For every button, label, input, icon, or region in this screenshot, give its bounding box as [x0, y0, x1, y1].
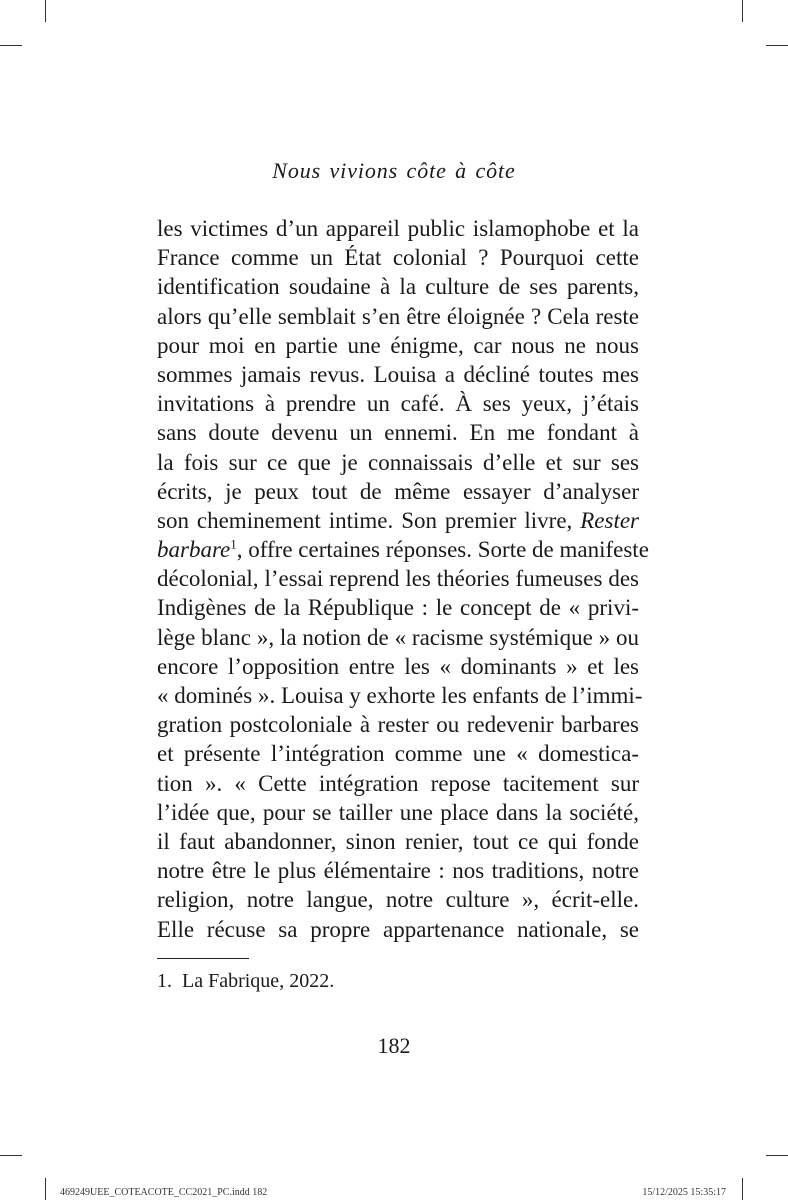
body-line: gration postcoloniale à rester ou redevenir barbares: [157, 712, 639, 738]
body-line: « dominés ». Louisa y exhorte les enfants de l’immi-: [157, 683, 643, 708]
body-line: France comme un État colonial ? Pourquoi cette: [157, 245, 639, 271]
footnote-separator: [157, 958, 249, 959]
body-line: notre être le plus élémentaire : nos traditions, notre: [157, 858, 639, 884]
body-line: il faut abandonner, sinon renier, tout ce qui fonde: [157, 828, 639, 854]
body-line: Indigènes de la République : le concept de « privi-: [157, 595, 639, 621]
crop-mark: [766, 45, 788, 46]
footnote-number: 1.: [157, 970, 172, 992]
body-line: Elle récuse sa propre appartenance nationale, se: [157, 916, 639, 942]
body-line: invitations à prendre un café. À ses yeux, j’étais: [157, 391, 639, 417]
body-line: les victimes d’un appareil public islamophobe et la: [157, 216, 639, 241]
footnote-text: La Fabrique, 2022.: [182, 970, 335, 992]
body-line: décolonial, l’essai reprend les théories fumeuses des: [157, 566, 639, 592]
page-number: 182: [377, 1033, 411, 1058]
crop-mark: [0, 1155, 22, 1156]
crop-mark: [766, 1155, 788, 1156]
body-line: [157, 506, 639, 535]
body-line: et présente l’intégration comme une « domestica-: [157, 741, 639, 767]
body-line: pour moi en partie une énigme, car nous ne nous: [157, 332, 639, 358]
crop-mark: [0, 45, 22, 46]
body-line: sans doute devenu un ennemi. En me fondant à: [157, 420, 639, 446]
running-head: Nous vivions côte à côte: [272, 158, 516, 183]
body-line: l’idée que, pour se tailler une place dans la société,: [157, 799, 639, 825]
print-slug-date: 15/12/2025 15:35:17: [642, 1187, 726, 1198]
body-line: la fois sur ce que je connaissais d’elle et sur ses: [157, 449, 639, 475]
body-line-text: , offre certaines réponses. Sorte de manifeste: [236, 537, 649, 563]
body-line: [157, 535, 649, 564]
body-line: religion, notre langue, notre culture », écrit-elle.: [157, 887, 639, 913]
print-slug-file: 469249UEE_COTEACOTE_CC2021_PC.indd 182: [60, 1187, 268, 1198]
body-line: sommes jamais revus. Louisa a décliné toutes mes: [157, 361, 639, 387]
body-line: encore l’opposition entre les « dominants » et les: [157, 653, 639, 679]
crop-mark: [45, 1178, 46, 1200]
body-text: [157, 214, 649, 944]
footnote-reference: 1: [230, 536, 237, 552]
body-line: tion ». « Cette intégration repose tacitement sur: [157, 770, 639, 796]
body-line-text: son cheminement intime. Son premier livre,: [157, 507, 573, 533]
crop-mark: [742, 0, 743, 22]
body-line: lège blanc », la notion de « racisme systémique » ou: [157, 624, 639, 650]
body-line: alors qu’elle semblait s’en être éloignée ? Cela reste: [157, 303, 639, 329]
body-line: écrits, je peux tout de même essayer d’analyser: [157, 478, 639, 504]
book-title-italic: Rester: [580, 507, 640, 533]
footnote: [157, 968, 334, 994]
crop-mark: [45, 0, 46, 22]
book-title-italic: barbare: [157, 537, 231, 563]
body-line: identification soudaine à la culture de ses parents,: [157, 274, 639, 300]
crop-mark: [742, 1178, 743, 1200]
